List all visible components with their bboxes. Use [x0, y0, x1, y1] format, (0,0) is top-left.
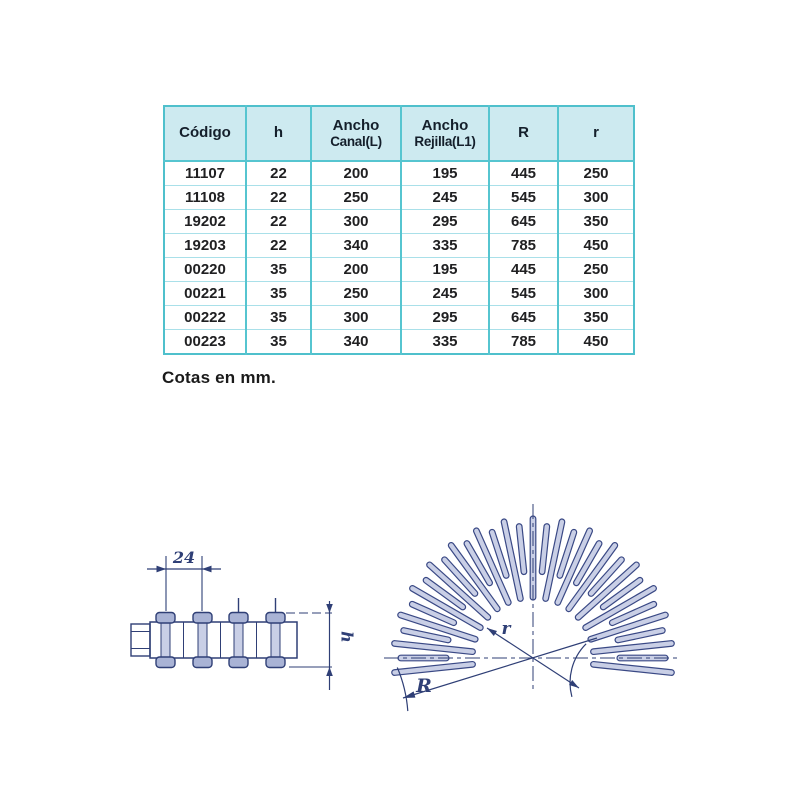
arrowhead-icon [487, 628, 497, 636]
table-cell: 300 [558, 282, 634, 306]
units-note: Cotas en mm. [162, 368, 276, 387]
table-cell: 300 [311, 306, 401, 330]
header-label: Ancho [332, 116, 380, 134]
table-cell: 19203 [164, 234, 246, 258]
table-cell: 250 [311, 186, 401, 210]
table-cell: 350 [558, 210, 634, 234]
header-label: r [593, 124, 599, 142]
table-cell: 35 [246, 330, 311, 355]
table-cell: 335 [401, 234, 489, 258]
arrowhead-icon [326, 667, 333, 676]
header-label: h [273, 124, 284, 142]
pitch-dimension-label: 24 [172, 548, 196, 567]
chain-pin-part [271, 618, 280, 662]
chain-pin-part [266, 657, 285, 668]
header-label: Código [179, 124, 231, 142]
table-cell: 645 [489, 210, 558, 234]
table-cell: 645 [489, 306, 558, 330]
table-cell: 545 [489, 282, 558, 306]
side-view-diagram [131, 548, 357, 690]
header-label: R [518, 124, 529, 142]
table-cell: 250 [311, 282, 401, 306]
table-cell: 350 [558, 306, 634, 330]
fan-slat [539, 523, 550, 574]
chain-pin-part [156, 657, 175, 668]
arrowhead-icon [157, 566, 167, 573]
height-dimension-label: h [337, 631, 357, 643]
fan-slat [391, 640, 475, 654]
table-cell: 445 [489, 258, 558, 282]
arrowhead-icon [326, 604, 333, 613]
table-cell: 22 [246, 186, 311, 210]
table-cell: 785 [489, 234, 558, 258]
chain-end-tab [131, 624, 150, 656]
fan-slat [391, 661, 475, 675]
fan-slat [516, 523, 527, 574]
table-cell: 195 [401, 258, 489, 282]
table-cell: 22 [246, 234, 311, 258]
table-cell: 00220 [164, 258, 246, 282]
header-label-line2: Rejilla(L1) [414, 134, 476, 150]
table-cell: 300 [558, 186, 634, 210]
inner-radius-label: r [501, 619, 511, 639]
inner-radius-arc [570, 644, 586, 697]
table-cell: 445 [489, 161, 558, 186]
header-label: Ancho [421, 116, 469, 134]
table-cell: 335 [401, 330, 489, 355]
chain-pin-part [156, 613, 175, 624]
table-cell: 195 [401, 161, 489, 186]
outer-radius-label: R [416, 675, 432, 697]
chain-pin-part [229, 613, 248, 624]
arrowhead-icon [202, 566, 212, 573]
chain-pin-part [234, 618, 243, 662]
table-cell: 00223 [164, 330, 246, 355]
table-cell: 245 [401, 282, 489, 306]
table-cell: 11108 [164, 186, 246, 210]
table-cell: 785 [489, 330, 558, 355]
table-cell: 295 [401, 210, 489, 234]
chain-pin-part [193, 657, 212, 668]
table-cell: 11107 [164, 161, 246, 186]
chain-pin-part [229, 657, 248, 668]
table-cell: 340 [311, 330, 401, 355]
table-cell: 295 [401, 306, 489, 330]
table-cell: 450 [558, 330, 634, 355]
table-cell: 250 [558, 161, 634, 186]
header-label-line2: Canal(L) [330, 134, 382, 150]
table-cell: 340 [311, 234, 401, 258]
fan-slat [590, 640, 674, 654]
chain-pin-part [193, 613, 212, 624]
table-cell: 19202 [164, 210, 246, 234]
table-cell: 245 [401, 186, 489, 210]
table-cell: 00222 [164, 306, 246, 330]
table-cell: 250 [558, 258, 634, 282]
table-cell: 300 [311, 210, 401, 234]
table-cell: 200 [311, 161, 401, 186]
chain-pin-part [161, 618, 170, 662]
table-cell: 450 [558, 234, 634, 258]
table-cell: 35 [246, 306, 311, 330]
chain-pin-part [198, 618, 207, 662]
fan-view-diagram [384, 504, 681, 711]
fan-slat [590, 661, 674, 675]
table-cell: 22 [246, 210, 311, 234]
table-cell: 200 [311, 258, 401, 282]
table-cell: 22 [246, 161, 311, 186]
table-cell: 35 [246, 282, 311, 306]
table-cell: 545 [489, 186, 558, 210]
table-cell: 00221 [164, 282, 246, 306]
chain-pin-part [266, 613, 285, 624]
table-cell: 35 [246, 258, 311, 282]
